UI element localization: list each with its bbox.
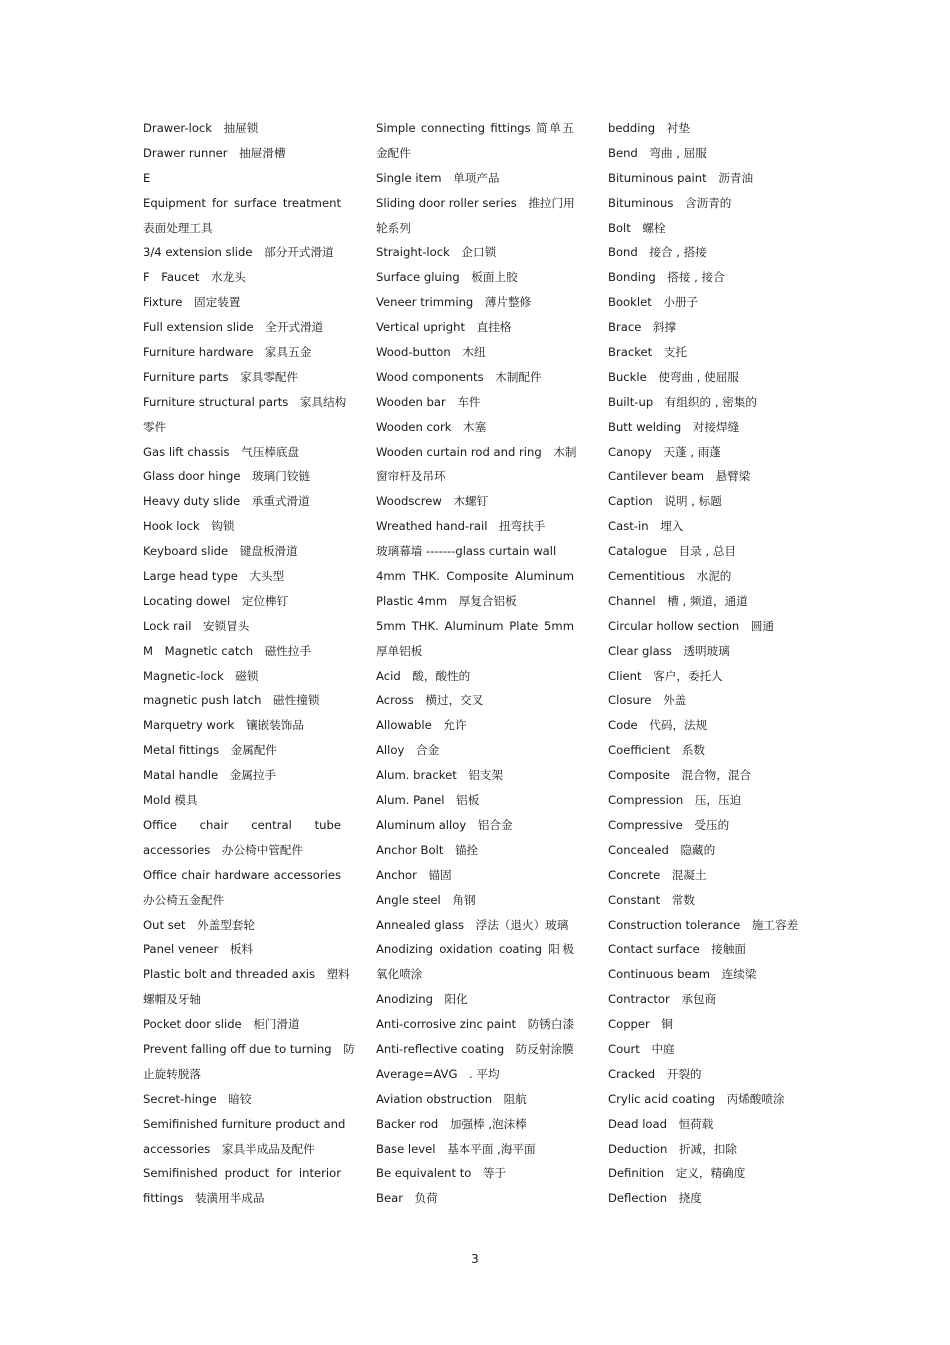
glossary-entry: Built-up 有组织的 , 密集的 (608, 394, 757, 409)
glossary-entry: Full extension slide 全开式滑道 (143, 320, 324, 335)
glossary-entry: 办公椅五金配件 (143, 892, 225, 907)
glossary-entry: Across 横过，交叉 (376, 693, 484, 708)
glossary-entry: Prevent falling off due to turning 防 (143, 1041, 355, 1056)
glossary-entry: Straight-lock 企口锁 (376, 245, 497, 260)
glossary-entry: Semifinished product for interior (143, 1166, 341, 1181)
glossary-entry: Backer rod 加强棒 ,泡沫棒 (376, 1116, 527, 1131)
glossary-entry: Acid 酸，酸性的 (376, 668, 471, 683)
glossary-entry: Lock rail 安锁冒头 (143, 618, 250, 633)
glossary-entry: Gas lift chassis 气压棒底盘 (143, 444, 300, 459)
glossary-entry: Drawer runner 抽屉滑槽 (143, 145, 286, 160)
glossary-entry: Drawer-lock 抽屉锁 (143, 121, 259, 135)
glossary-entry: Bituminous paint 沥青油 (608, 170, 754, 185)
glossary-entry: Contact surface 接触面 (608, 942, 747, 957)
glossary-entry: Magnetic-lock 磁锁 (143, 668, 259, 683)
glossary-entry: Locating dowel 定位榫钉 (143, 593, 289, 608)
glossary-entry: Plastic bolt and threaded axis 塑料 (143, 967, 350, 982)
glossary-entry: Plastic 4mm 厚复合铝板 (376, 593, 517, 608)
glossary-entry: Sliding door roller series 推拉门用 (376, 195, 575, 210)
glossary-entry: Office chair hardware accessories (143, 867, 341, 882)
glossary-entry: E (143, 170, 151, 185)
glossary-entry: Surface gluing 板面上胶 (376, 270, 518, 285)
glossary-entry: Cracked 开裂的 (608, 1066, 702, 1081)
glossary-entry: M Magnetic catch 磁性拉手 (143, 643, 312, 658)
glossary-entry: Closure 外盖 (608, 693, 687, 708)
glossary-entry: Equipment for surface treatment (143, 195, 341, 210)
glossary-entry: Concealed 隐藏的 (608, 842, 716, 857)
glossary-entry: Cast-in 埋入 (608, 519, 684, 534)
glossary-entry: fittings 装潢用半成品 (143, 1191, 265, 1206)
glossary-entry: Heavy duty slide 承重式滑道 (143, 494, 310, 509)
glossary-entry: 金配件 (376, 145, 411, 160)
glossary-entry: Fixture 固定装置 (143, 295, 241, 310)
glossary-entry: Composite 混合物，混合 (608, 768, 752, 783)
glossary-entry: Allowable 允许 (376, 718, 467, 733)
glossary-entry: Compressive 受压的 (608, 817, 730, 832)
glossary-entry: Buckle 使弯曲 , 使屈服 (608, 369, 739, 384)
glossary-entry: Anodizing 阳化 (376, 992, 468, 1007)
glossary-entry: Anodizing oxidation coating 阳极 (376, 942, 574, 957)
glossary-entry: 止旋转脱落 (143, 1066, 201, 1081)
glossary-entry: Wooden cork 木塞 (376, 419, 487, 434)
glossary-entry: Panel veneer 板料 (143, 942, 254, 957)
glossary-entry: Large head type 大头型 (143, 569, 285, 584)
glossary-entry: Base level 基本平面 ,海平面 (376, 1141, 536, 1156)
glossary-entry: Brace 斜撑 (608, 320, 677, 335)
glossary-entry: Wood components 木制配件 (376, 369, 542, 384)
glossary-column-1 (143, 118, 355, 1213)
glossary-entry: Definition 定义，精确度 (608, 1166, 746, 1181)
glossary-entry: Bear 负荷 (376, 1191, 438, 1206)
glossary-entry: Anchor 锚固 (376, 867, 452, 882)
glossary-entry: Crylic acid coating 丙烯酸喷涂 (608, 1091, 785, 1106)
glossary-entry: F Faucet 水龙头 (143, 270, 246, 285)
glossary-entry: Vertical upright 直挂格 (376, 320, 512, 335)
glossary-entry: Alloy 合金 (376, 743, 440, 758)
glossary-entry: 零件 (143, 419, 167, 434)
glossary-entry: Alum. Panel 铝板 (376, 793, 480, 808)
glossary-entry: Bolt 螺栓 (608, 220, 666, 235)
glossary-entry: Furniture hardware 家具五金 (143, 345, 312, 360)
glossary-column-2 (376, 118, 577, 1213)
glossary-entry: Booklet 小册子 (608, 295, 699, 310)
glossary-entry: accessories 家具半成品及配件 (143, 1141, 315, 1156)
glossary-entry: Construction tolerance 施工容差 (608, 917, 799, 932)
glossary-entry: Continuous beam 连续梁 (608, 967, 757, 982)
glossary-entry: Aviation obstruction 阻航 (376, 1091, 527, 1106)
glossary-entry: Pocket door slide 柜门滑道 (143, 1017, 300, 1032)
glossary-entry: 表面处理工具 (143, 220, 213, 235)
glossary-column-3 (608, 118, 808, 1213)
glossary-entry: Wooden curtain rod and ring 木制 (376, 444, 577, 459)
glossary-entry: Glass door hinge 玻璃门铰链 (143, 469, 311, 484)
glossary-entry: Bituminous 含沥青的 (608, 195, 732, 210)
glossary-entry: Office chair central tube (143, 817, 341, 832)
glossary-entry: Catalogue 目录 , 总目 (608, 544, 737, 559)
glossary-entry: Matal handle 金属拉手 (143, 768, 277, 783)
glossary-entry: Mold 模具 (143, 793, 198, 808)
glossary-entry: Veneer trimming 薄片整修 (376, 295, 532, 310)
glossary-entry: magnetic push latch 磁性撞锁 (143, 693, 320, 708)
glossary-entry: 螺帽及牙轴 (143, 992, 201, 1007)
glossary-entry: 窗帘杆及吊环 (376, 469, 446, 484)
glossary-entry: Compression 压，压迫 (608, 793, 742, 808)
glossary-entry: Annealed glass 浮法（退火）玻璃 (376, 917, 569, 932)
glossary-entry: 玻璃幕墙 -------glass curtain wall (376, 544, 557, 559)
glossary-entry: Bonding 搭接 , 接合 (608, 270, 725, 285)
glossary-entry: Constant 常数 (608, 892, 695, 907)
glossary-entry: Bend 弯曲 , 屈服 (608, 145, 707, 160)
page-number: 3 (471, 1252, 479, 1266)
glossary-entry: Hook lock 钩锁 (143, 519, 235, 534)
glossary-entry: Deduction 折减，扣除 (608, 1141, 737, 1156)
glossary-entry: Anti-corrosive zinc paint 防锈白漆 (376, 1017, 575, 1032)
glossary-entry: Marquetry work 镶嵌装饰品 (143, 718, 304, 733)
glossary-entry: Metal fittings 金属配件 (143, 743, 278, 758)
glossary-entry: Wreathed hand-rail 扭弯扶手 (376, 519, 546, 534)
glossary-entry: Furniture structural parts 家具结构 (143, 394, 347, 409)
glossary-entry: Be equivalent to 等于 (376, 1166, 507, 1181)
glossary-entry: Caption 说明 , 标题 (608, 494, 722, 509)
glossary-entry: 3/4 extension slide 部分开式滑道 (143, 245, 334, 260)
glossary-entry: Contractor 承包商 (608, 992, 717, 1007)
glossary-entry: Angle steel 角钢 (376, 892, 476, 907)
glossary-entry: Cementitious 水泥的 (608, 569, 732, 584)
glossary-entry: Average=AVG . 平均 (376, 1066, 500, 1081)
glossary-entry: Circular hollow section 圆通 (608, 618, 775, 633)
glossary-entry: 5mm THK. Aluminum Plate 5mm (376, 618, 574, 633)
glossary-entry: Wooden bar 车件 (376, 394, 481, 409)
glossary-entry: Cantilever beam 悬臂梁 (608, 469, 751, 484)
glossary-entry: Canopy 天蓬 , 雨蓬 (608, 444, 721, 459)
glossary-entry: 轮系列 (376, 220, 411, 235)
glossary-entry: Simple connecting fittings 简单五 (376, 121, 574, 135)
glossary-entry: Code 代码，法规 (608, 718, 708, 733)
glossary-entry: 厚单铝板 (376, 643, 423, 658)
glossary-entry: Client 客户，委托人 (608, 668, 723, 683)
glossary-entry: Clear glass 透明玻璃 (608, 643, 730, 658)
glossary-entry: Court 中庭 (608, 1041, 675, 1056)
glossary-entry: 4mm THK. Composite Aluminum (376, 569, 574, 584)
glossary-entry: Aluminum alloy 铝合金 (376, 817, 513, 832)
glossary-entry: Furniture parts 家具零配件 (143, 369, 299, 384)
glossary-entry: Concrete 混凝土 (608, 867, 707, 882)
glossary-entry: Bracket 支托 (608, 345, 687, 360)
glossary-entry: Coefficient 系数 (608, 743, 705, 758)
glossary-entry: Anti-reflective coating 防反射涂膜 (376, 1041, 574, 1056)
glossary-entry: bedding 衬垫 (608, 121, 690, 135)
glossary-entry: Deflection 挠度 (608, 1191, 702, 1206)
glossary-entry: 氧化喷涂 (376, 967, 423, 982)
glossary-entry: Butt welding 对接焊缝 (608, 419, 740, 434)
glossary-entry: Channel 槽 , 频道，通道 (608, 593, 748, 608)
glossary-entry: Single item 单项产品 (376, 170, 500, 185)
glossary-entry: Woodscrew 木螺钉 (376, 494, 489, 509)
glossary-entry: Secret-hinge 暗铰 (143, 1091, 252, 1106)
glossary-entry: Semifinished furniture product and (143, 1116, 346, 1131)
glossary-entry: Wood-button 木纽 (376, 345, 486, 360)
glossary-entry: Alum. bracket 铝支架 (376, 768, 504, 783)
glossary-entry: Anchor Bolt 锚拴 (376, 842, 479, 857)
glossary-entry: Bond 接合 , 搭接 (608, 245, 707, 260)
glossary-entry: Out set 外盖型套轮 (143, 917, 255, 932)
glossary-entry: Copper 铜 (608, 1017, 673, 1032)
glossary-entry: accessories 办公椅中管配件 (143, 842, 304, 857)
glossary-entry: Dead load 恒荷载 (608, 1116, 714, 1131)
glossary-entry: Keyboard slide 键盘板滑道 (143, 544, 298, 559)
